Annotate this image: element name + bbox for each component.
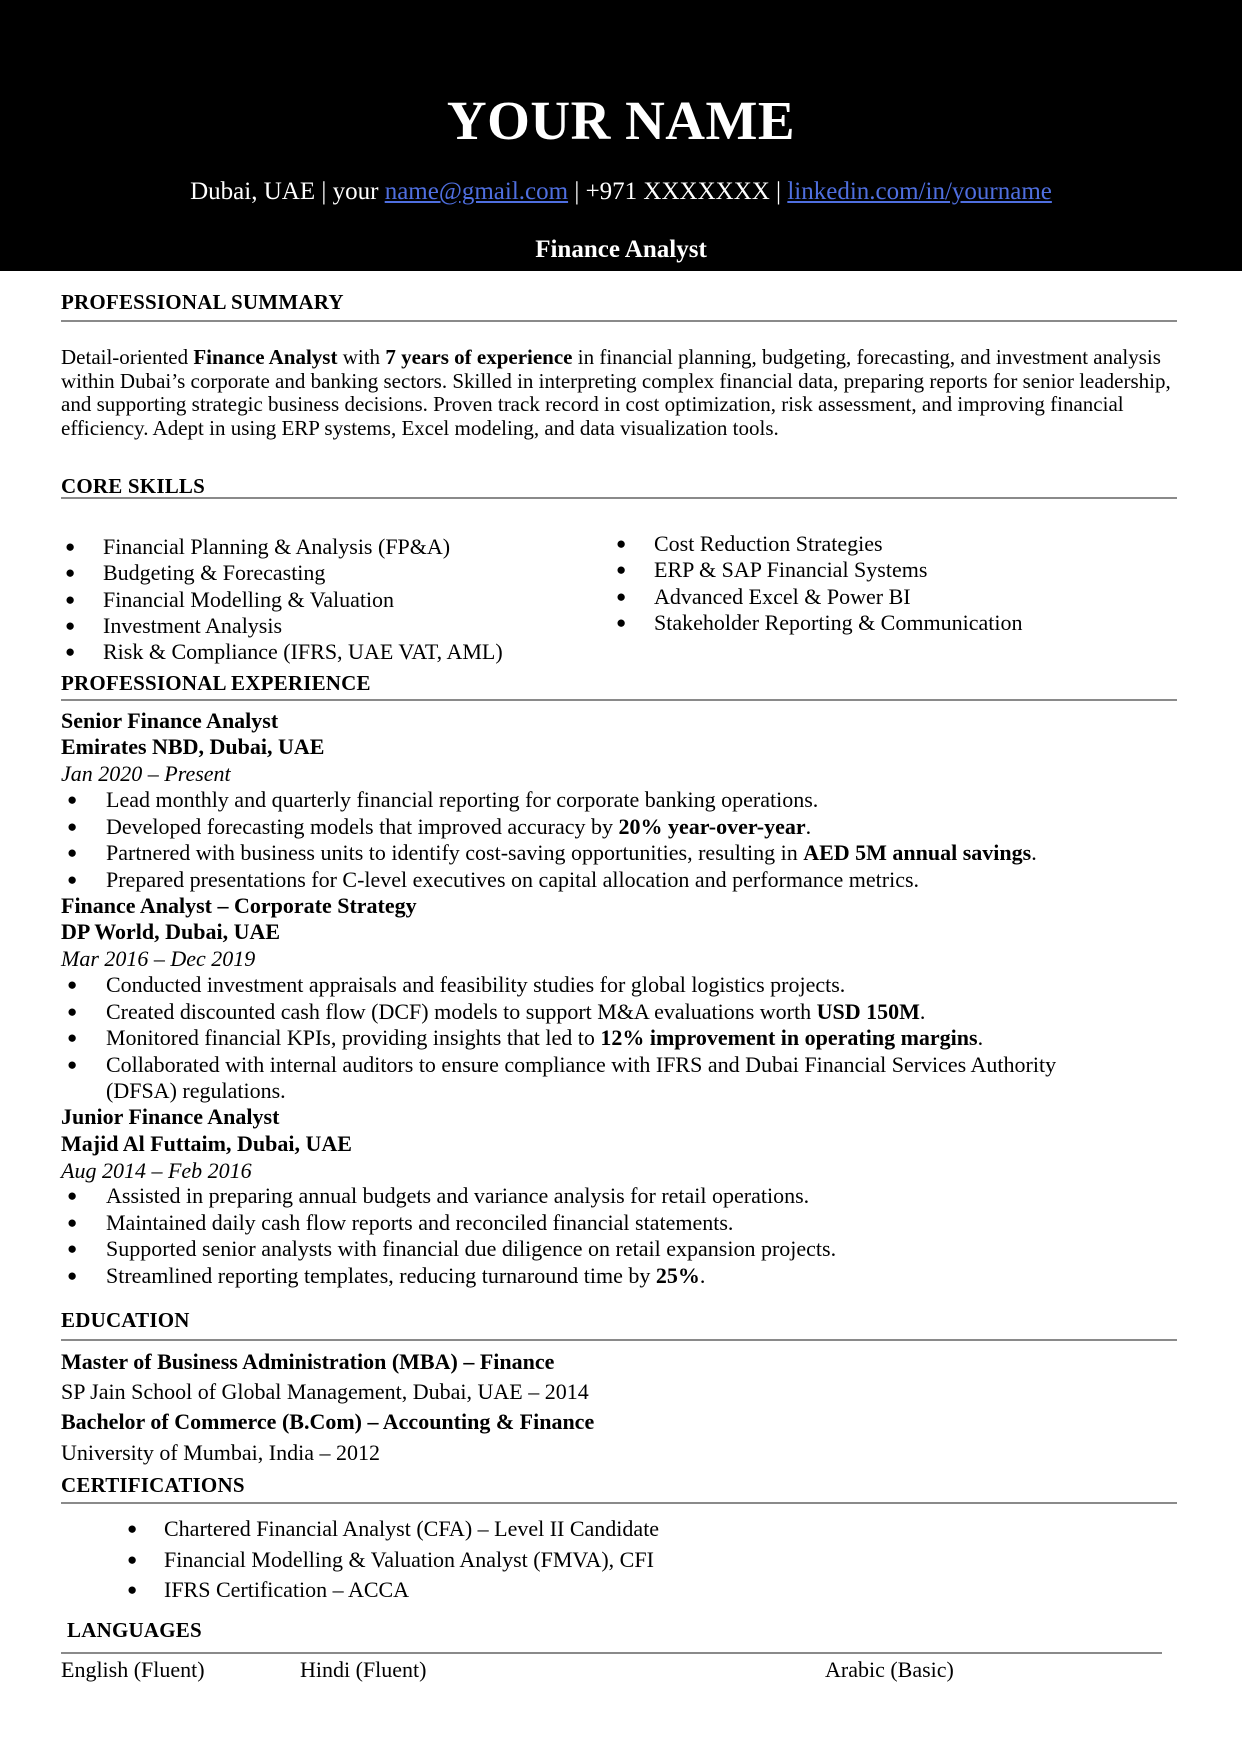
job-title: Finance Analyst – Corporate Strategy (61, 893, 417, 918)
contact-location: Dubai, UAE | your (190, 178, 385, 205)
candidate-name: YOUR NAME (446, 90, 796, 151)
skills-divider (61, 497, 1177, 499)
language-item: Arabic (Basic) (825, 1657, 954, 1682)
summary-text: Detail-oriented (61, 345, 194, 369)
job-dates: Mar 2016 – Dec 2019 (61, 946, 256, 971)
job-bullet: ● Lead monthly and quarterly financial reporting for corporate banking operations. (61, 787, 1171, 814)
language-item: English (Fluent) (61, 1657, 205, 1682)
job-bullet: ● Streamlined reporting templates, reducing turnaround time by 25%. (61, 1263, 1171, 1290)
languages-heading: LANGUAGES (67, 1618, 202, 1642)
job-title: Junior Finance Analyst (61, 1104, 280, 1129)
job-dates: Jan 2020 – Present (61, 761, 231, 786)
email-link[interactable]: name@gmail.com (384, 178, 569, 205)
education-heading: EDUCATION (61, 1308, 190, 1332)
contact-line (0, 174, 1242, 210)
resume-header (0, 0, 1242, 271)
job-bullet: ● Conducted investment appraisals and feasibility studies for global logistics projects. (61, 972, 1091, 999)
skill-item: ● ERP & SAP Financial Systems (612, 557, 1022, 583)
certification-item: ● Chartered Financial Analyst (CFA) – Level II Candidate (122, 1514, 659, 1545)
education-school: SP Jain School of Global Management, Dubai, UAE – 2014 (61, 1379, 589, 1404)
certification-item: ● Financial Modelling & Valuation Analyst (FMVA), CFI (122, 1545, 659, 1576)
certification-item: ● IFRS Certification – ACCA (122, 1575, 659, 1606)
skill-item: ● Advanced Excel & Power BI (612, 584, 1022, 610)
education-degree: Bachelor of Commerce (B.Com) – Accounting & Finance (61, 1409, 595, 1434)
summary-bold: Finance Analyst (193, 345, 338, 369)
skill-item: ● Risk & Compliance (IFRS, UAE VAT, AML) (61, 639, 503, 665)
job-bullets (61, 1183, 1171, 1289)
job-bullet: ● Prepared presentations for C-level executives on capital allocation and performance metrics. (61, 867, 1171, 894)
contact-phone: | +971 XXXXXXX | (568, 178, 788, 205)
job-company: DP World, Dubai, UAE (61, 919, 281, 944)
job-bullet: ● Partnered with business units to identify cost-saving opportunities, resulting in AED 5M annual savings. (61, 840, 1171, 867)
job-bullet: ● Created discounted cash flow (DCF) models to support M&A evaluations worth USD 150M. (61, 999, 1091, 1026)
job-bullet: ● Assisted in preparing annual budgets and variance analysis for retail operations. (61, 1183, 1171, 1210)
linkedin-link[interactable]: linkedin.com/in/yourname (787, 178, 1052, 205)
job-bullet: ● Monitored financial KPIs, providing insights that led to 12% improvement in operating margins. (61, 1025, 1091, 1052)
job-title: Senior Finance Analyst (61, 708, 279, 733)
skill-item: ● Financial Modelling & Valuation (61, 587, 503, 613)
skill-item: ● Investment Analysis (61, 613, 503, 639)
experience-heading: PROFESSIONAL EXPERIENCE (61, 671, 371, 695)
certifications-divider (61, 1502, 1177, 1504)
summary-text: with (337, 345, 386, 369)
experience-divider (61, 699, 1177, 701)
skill-item: ● Stakeholder Reporting & Communication (612, 610, 1022, 636)
summary-heading: PROFESSIONAL SUMMARY (61, 290, 344, 314)
skills-list-left (61, 534, 503, 665)
job-dates: Aug 2014 – Feb 2016 (61, 1158, 252, 1183)
skill-item: ● Cost Reduction Strategies (612, 531, 1022, 557)
language-item: Hindi (Fluent) (300, 1657, 427, 1682)
summary-paragraph (61, 346, 1181, 440)
education-school: University of Mumbai, India – 2012 (61, 1440, 380, 1465)
job-bullet: ● Developed forecasting models that improved accuracy by 20% year-over-year. (61, 814, 1171, 841)
certifications-list (122, 1514, 659, 1606)
summary-divider (61, 320, 1177, 322)
job-bullets (61, 972, 1091, 1105)
education-divider (61, 1339, 1177, 1341)
languages-divider (61, 1652, 1162, 1654)
skills-list-right (612, 531, 1022, 636)
headline-title: Finance Analyst (535, 236, 707, 263)
summary-text: in financial planning, budgeting, forecasting, and investment analysis within Dubai’s corporate and banking sectors. Skilled in interpreting complex financial data, preparing reports for senior leadership, and supporting strategic business decisions. Proven track record in cost optimization, risk assessment, and improving financial efficiency. Adept in using ERP systems, Excel modeling, and data visualization tools. (61, 345, 1171, 440)
job-bullet: ● Supported senior analysts with financial due diligence on retail expansion projects. (61, 1236, 1171, 1263)
education-degree: Master of Business Administration (MBA) – Finance (61, 1349, 555, 1374)
job-company: Majid Al Futtaim, Dubai, UAE (61, 1131, 352, 1156)
skill-item: ● Budgeting & Forecasting (61, 560, 503, 586)
summary-bold: 7 years of experience (385, 345, 573, 369)
skills-heading: CORE SKILLS (61, 474, 206, 498)
job-company: Emirates NBD, Dubai, UAE (61, 734, 325, 759)
skill-item: ● Financial Planning & Analysis (FP&A) (61, 534, 503, 560)
job-bullets (61, 787, 1171, 893)
certifications-heading: CERTIFICATIONS (61, 1473, 245, 1497)
job-bullet: ● Collaborated with internal auditors to ensure compliance with IFRS and Dubai Financial Services Authority (DFSA) regulations. (61, 1052, 1091, 1105)
job-bullet: ● Maintained daily cash flow reports and reconciled financial statements. (61, 1210, 1171, 1237)
